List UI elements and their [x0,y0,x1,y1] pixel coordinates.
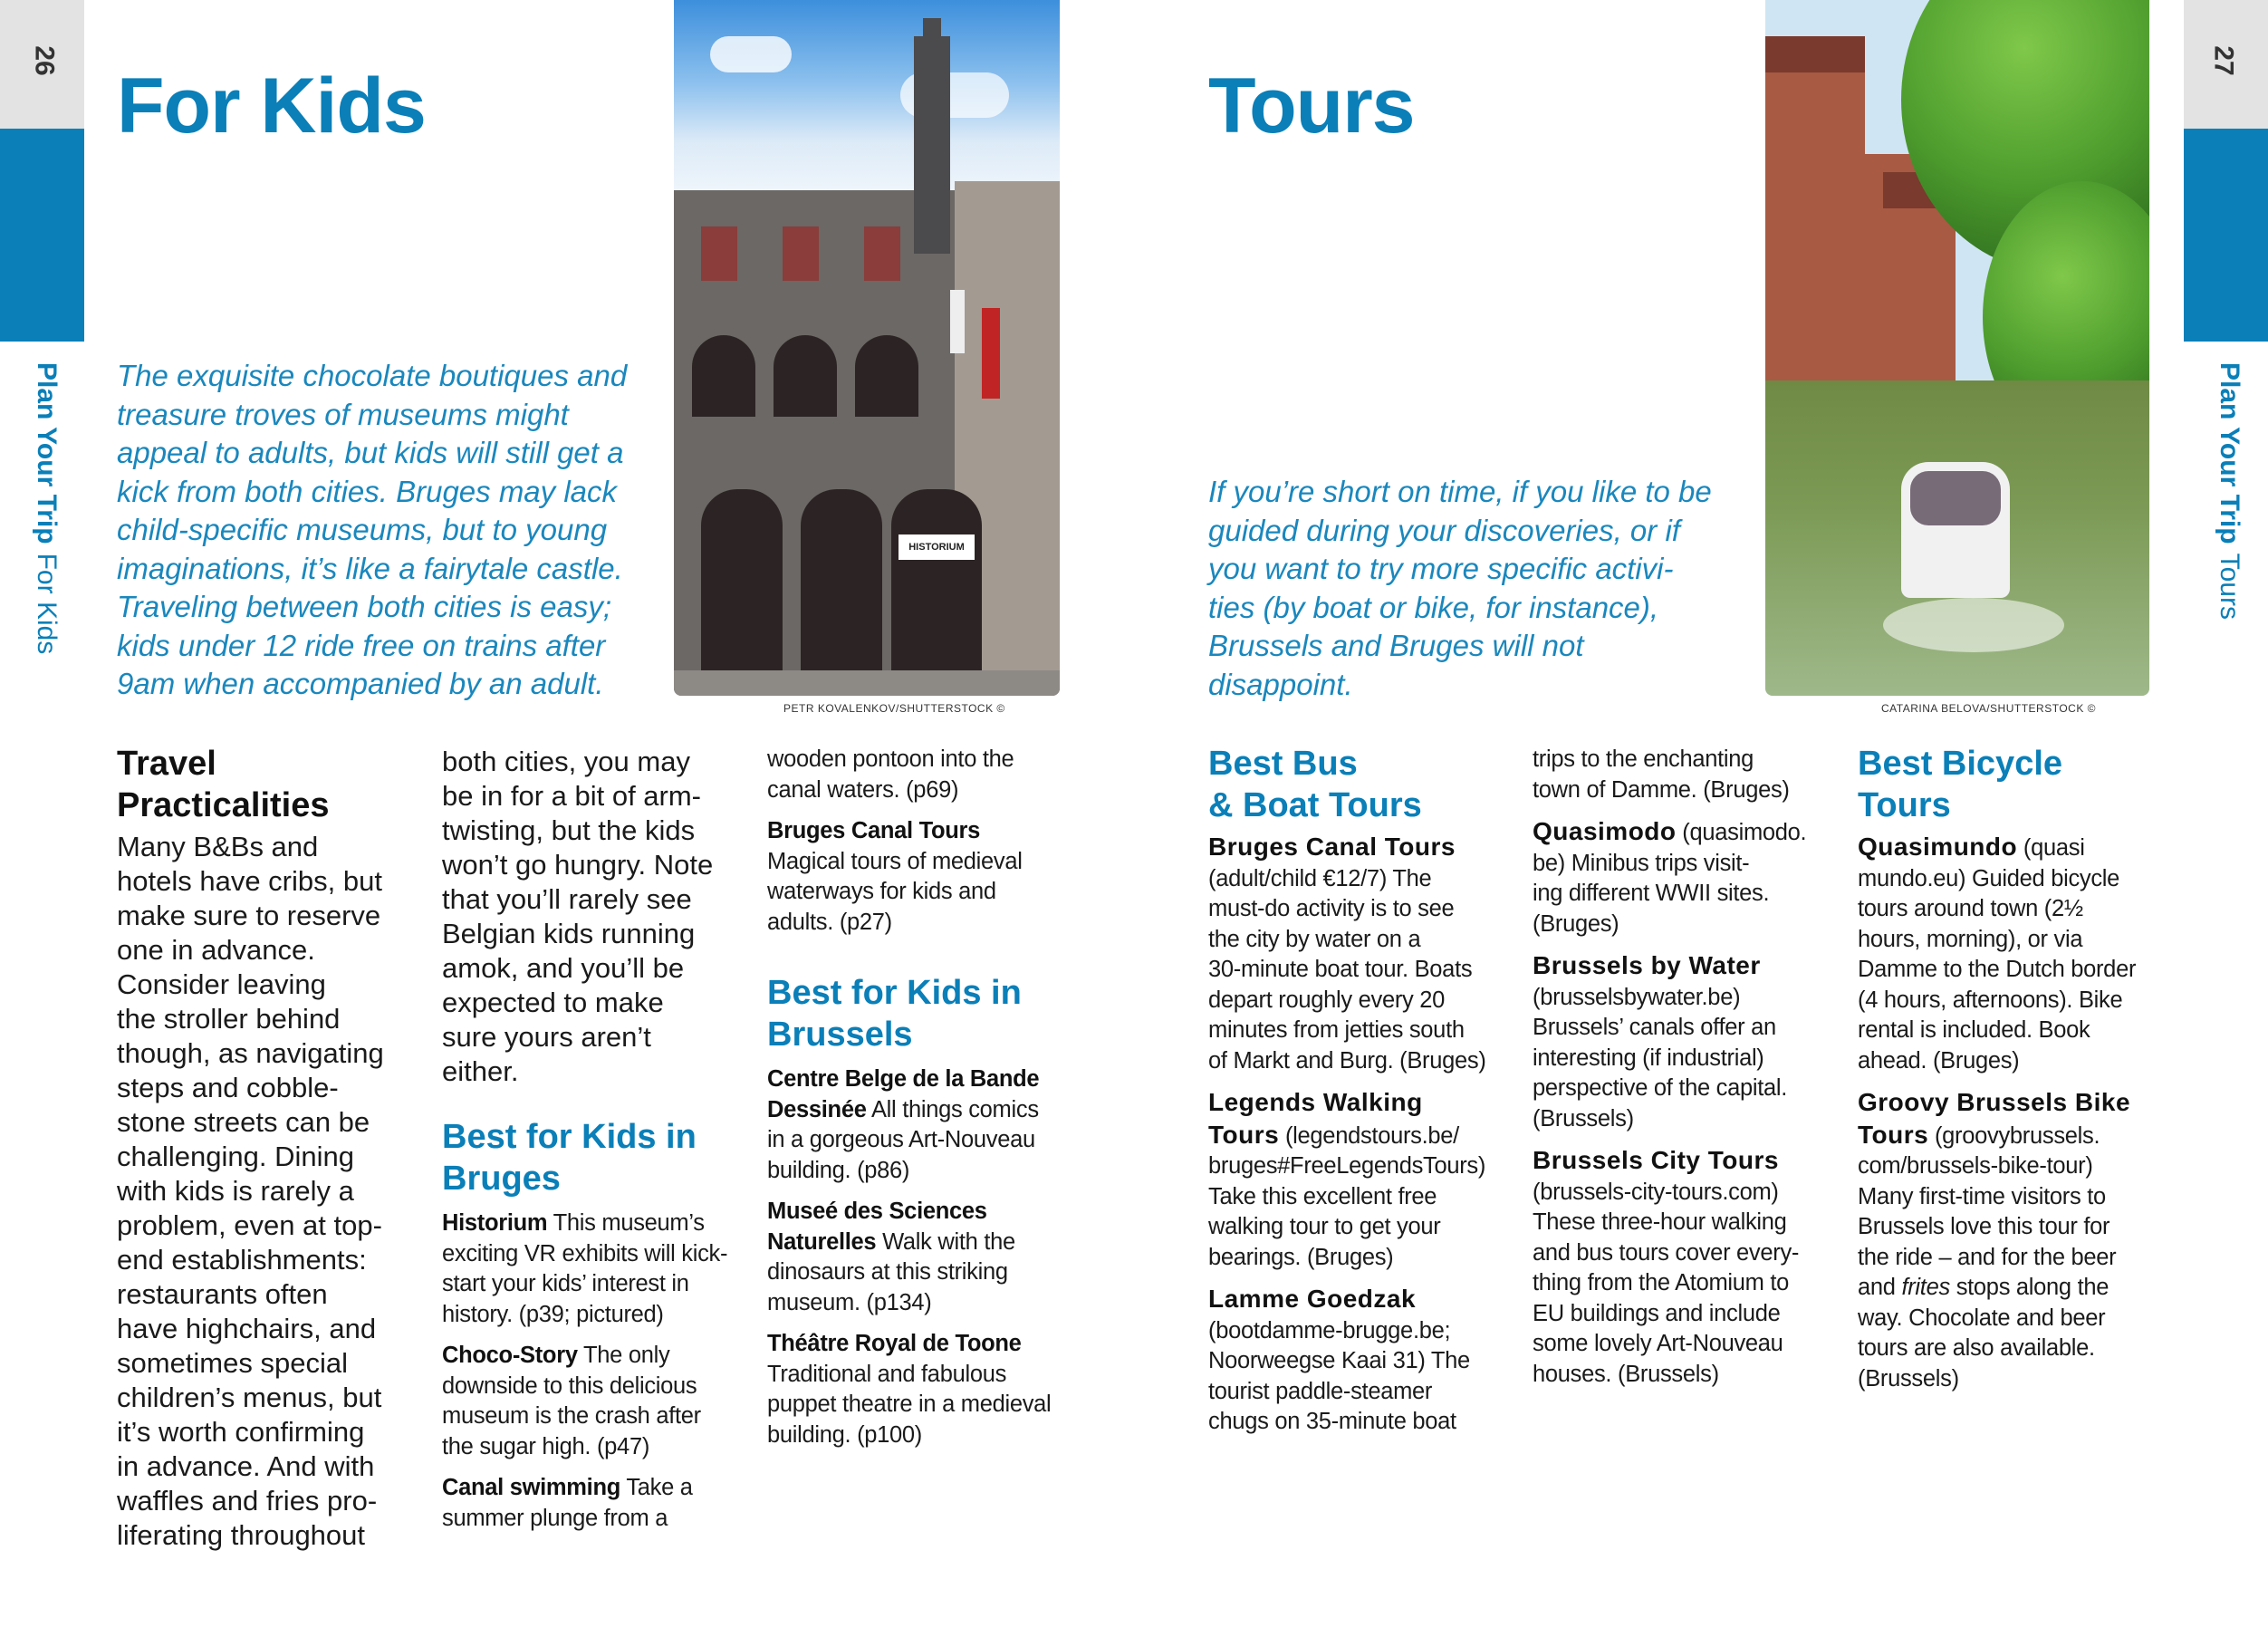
travel-practicalities [117,743,416,1553]
intro-line: disappoint. [1208,667,1353,701]
left-column-3 [767,745,1075,1461]
entry-musee-sciences: Museé des Sciences Naturelles Walk with the dinosaurs at this striking museum. (p134) [767,1199,1015,1315]
intro-line: If you’re short on time, if you like to be [1208,475,1712,508]
side-label-section: Plan Your Trip [2215,362,2244,544]
entry-quasimundo: Quasimundo (quasi mundo.eu) Guided bicycle tours around town (2½ hours, morning), or via Damme to the Dutch border (4 hours, afternoons). Bike rental is included. Book ahead. (Bruges) [1858,833,2137,1074]
photo-credit-left: PETR KOVALENKOV/SHUTTERSTOCK © [783,702,1005,715]
travel-body: Many B&Bs and hotels have cribs, but make sure to reserve one in advance. Consider leaving the stroller behind though, as navigating steps and cobble- stone streets can be challenging. Dining with kids is rarely a problem, even at top- end establishments: restaurants often have highchairs, and sometimes special children’s menus, but it’s worth confirming in advance. And with waffles and fries pro- liferating throughout [117,831,384,1551]
intro-line: Traveling between both cities is easy; [117,590,611,623]
historium-photo [674,0,1060,696]
intro-line: you want to try more specific activi- [1208,552,1674,585]
page-title-right: Tours [1208,63,1415,149]
intro-line: child-specific museums, but to young [117,513,608,546]
entry-historium: Historium This museum’s exciting VR exhibits will kick- start your kids’ interest in history. (p39; pictured) [442,1210,728,1327]
right-column-1 [1208,743,1516,1449]
travel-body-continued: both cities, you may be in for a bit of arm- twisting, but the kids won’t go hungry. Note that you’ll rarely see Belgian kids running amok, and you’ll be expected to make sure yours aren’t either. [442,746,714,1087]
intro-line: Brussels and Bruges will not [1208,629,1584,662]
lamme-goedzak-continued: trips to the enchanting town of Damme. (Bruges) [1533,746,1790,803]
intro-line: treasure troves of museums might [117,397,569,431]
intro-line: kick from both cities. Bruges may lack [117,474,618,508]
side-label-left [31,362,62,654]
entry-legends-walking-tours: Legends Walking Tours (legendstours.be/ bruges#FreeLegendsTours) Take this excellent free walking tour to get your bearings. (Bruges) [1208,1088,1486,1270]
side-label-topic: Tours [2215,553,2244,620]
intro-line: appeal to adults, but kids will still get a [117,436,624,469]
historium-sign: HISTORIUM [899,534,975,560]
entry-bruges-canal-tours-kids: Bruges Canal Tours Magical tours of medieval waterways for kids and adults. (p27) [767,818,1023,935]
side-label-topic: For Kids [32,553,62,655]
entry-groovy-brussels: Groovy Brussels Bike Tours (groovybrussels. com/brussels-bike-tour) Many first-time visitors to Brussels love this tour for the ride – and for the beer and frites stops along the way. Chocolate and beer tours are also available. (Brussels) [1858,1088,2131,1391]
intro-line: kids under 12 ride free on trains after [117,628,606,662]
entry-brussels-city-tours: Brussels City Tours (brussels-city-tours.com) These three-hour walking and bus tours cover every- thing from the Atomium to EU buildings and include some lovely Art-Nouveau houses. (Brussels) [1533,1146,1800,1387]
page-title-left: For Kids [117,63,426,149]
entry-choco-story: Choco-Story The only downside to this delicious museum is the crash after the sugar high. (p47) [442,1343,701,1459]
page-number-right: 27 [2208,45,2239,76]
section-tab-left [0,129,84,342]
intro-line: The exquisite chocolate boutiques and [117,359,628,392]
intro-left [117,357,660,704]
section-tab-right [2184,129,2268,342]
travel-heading: Travel Practicalities [117,745,330,824]
intro-line: imaginations, it’s like a fairytale castle. [117,551,623,585]
intro-line: 9am when accompanied by an adult. [117,667,604,700]
bus-boat-heading: Best Bus & Boat Tours [1208,745,1422,824]
photo-credit-right: CATARINA BELOVA/SHUTTERSTOCK © [1881,702,2096,715]
entry-centre-belge: Centre Belge de la Bande Dessinée All things comics in a gorgeous Art-Nouveau building. (p86) [767,1066,1040,1183]
intro-line: guided during your discoveries, or if [1208,513,1680,547]
bruges-kids-heading: Best for Kids in Bruges [442,1118,697,1198]
entry-quasimodo: Quasimodo (quasimodo. be) Minibus trips visit- ing different WWII sites. (Bruges) [1533,817,1807,937]
entry-lamme-goedzak: Lamme Goedzak (bootdamme-brugge.be; Noorweegse Kaai 31) The tourist paddle-steamer chugs on 35-minute boat [1208,1285,1470,1434]
bicycle-heading: Best Bicycle Tours [1858,745,2063,824]
right-column-3 [1858,743,2166,1405]
brussels-kids-heading: Best for Kids in Brussels [767,974,1022,1054]
entry-brussels-by-water: Brussels by Water (brusselsbywater.be) Brussels’ canals offer an interesting (if industrial) perspective of the capital. (Brussels) [1533,951,1788,1131]
intro-right [1208,473,1752,704]
left-column-2 [442,745,750,1545]
entry-bruges-canal-tours: Bruges Canal Tours (adult/child €12/7) The must-do activity is to see the city by water on a 30-minute boat tour. Boats depart roughly every 20 minutes from jetties south of Markt and Burg. (Bruges) [1208,833,1486,1074]
intro-line: ties (by boat or bike, for instance), [1208,590,1659,624]
side-label-right [2214,362,2244,620]
entry-canal-swimming: Canal swimming Take a summer plunge from a [442,1475,693,1531]
canal-swimming-continued: wooden pontoon into the canal waters. (p69) [767,746,1014,803]
side-label-section: Plan Your Trip [32,362,62,544]
entry-theatre-toone: Théâtre Royal de Toone Traditional and fabulous puppet theatre in a medieval building. (p100) [767,1331,1052,1448]
canal-boat-photo [1765,0,2149,696]
right-column-2 [1533,745,1840,1401]
page-number-left: 26 [29,45,60,76]
